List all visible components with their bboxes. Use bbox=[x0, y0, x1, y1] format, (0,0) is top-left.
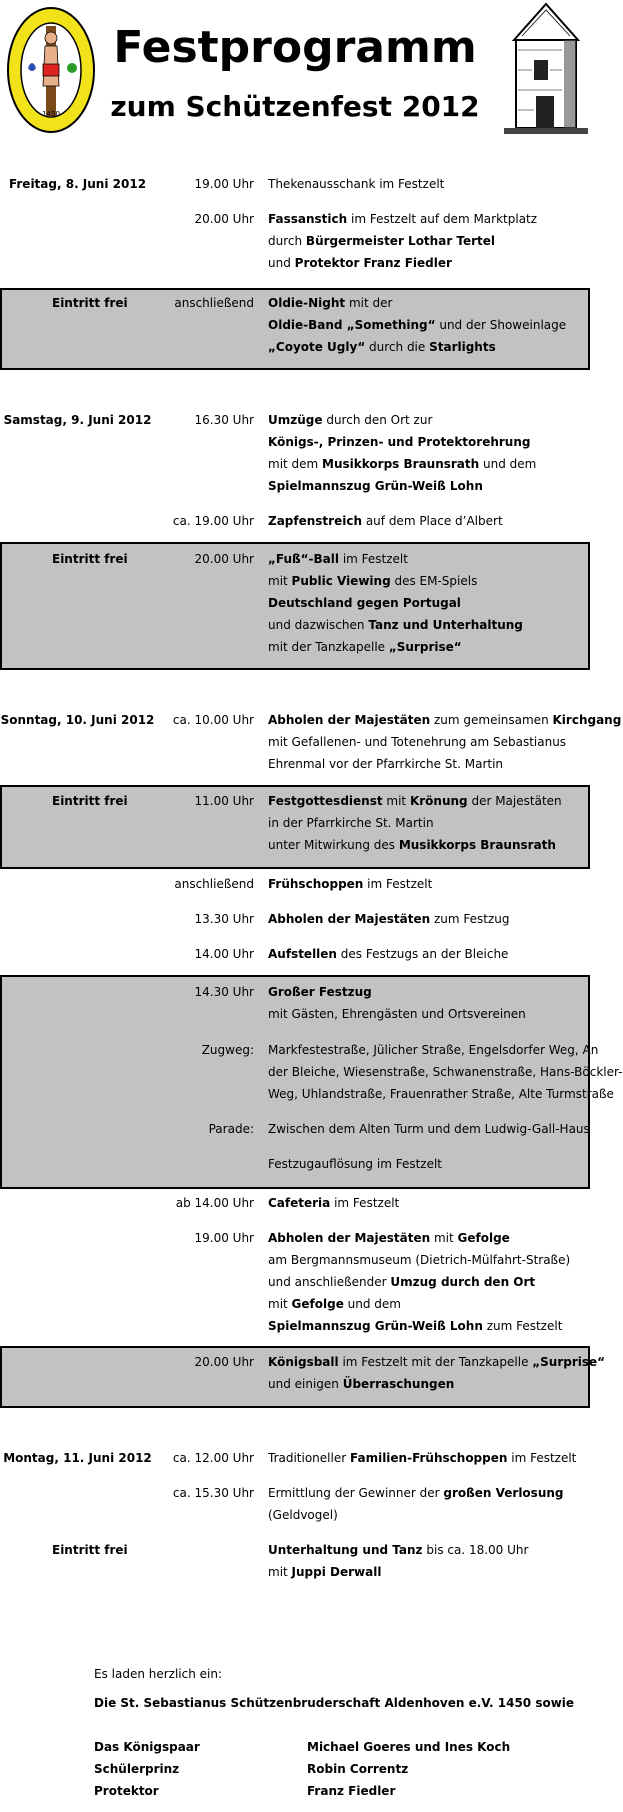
schedule-row bbox=[0, 982, 590, 1002]
schedule-row bbox=[0, 1505, 590, 1525]
schedule-row bbox=[0, 549, 590, 569]
time-label: anschließend bbox=[174, 296, 254, 310]
schedule-row bbox=[0, 571, 590, 591]
schedule-row bbox=[0, 710, 622, 730]
time-label: ab 14.00 Uhr bbox=[175, 1196, 254, 1210]
free-entry-label: Eintritt frei bbox=[52, 794, 128, 808]
tower-illustration bbox=[504, 0, 588, 134]
schedule-row bbox=[0, 1294, 590, 1314]
event-description: Unterhaltung und Tanz bis ca. 18.00 Uhr bbox=[268, 1543, 529, 1557]
role-row bbox=[0, 1759, 590, 1779]
role-label: Das Königspaar bbox=[94, 1740, 200, 1754]
event-description: am Bergmannsmuseum (Dietrich-Mülfahrt-Straße) bbox=[268, 1253, 571, 1267]
time-label: 13.30 Uhr bbox=[194, 912, 254, 926]
event-description: Festgottesdienst mit Krönung der Majestäten bbox=[268, 794, 562, 808]
schedule-row bbox=[0, 1562, 590, 1582]
schedule-row bbox=[0, 1272, 590, 1292]
event-description: „Coyote Ugly“ durch die Starlights bbox=[268, 340, 496, 354]
event-description: Cafeteria im Festzelt bbox=[268, 1196, 400, 1210]
organization-name: Die St. Sebastianus Schützenbruderschaft Aldenhoven e.V. 1450 sowie bbox=[94, 1696, 575, 1710]
event-description: und anschließender Umzug durch den Ort bbox=[268, 1275, 536, 1289]
time-label: 11.00 Uhr bbox=[194, 794, 254, 808]
event-description: Deutschland gegen Portugal bbox=[268, 596, 461, 610]
event-description: Markfestestraße, Jülicher Straße, Engelsdorfer Weg, An bbox=[268, 1043, 599, 1057]
schedule-row bbox=[0, 1374, 590, 1394]
event-description: Abholen der Majestäten zum gemeinsamen Kirchgang bbox=[268, 713, 622, 727]
day-label: Freitag, 8. Juni 2012 bbox=[8, 177, 147, 191]
event-description: Festzugauflösung im Festzelt bbox=[268, 1157, 443, 1171]
schedule-row bbox=[0, 231, 590, 251]
event-description: in der Pfarrkirche St. Martin bbox=[268, 816, 434, 830]
schedule-row bbox=[0, 1483, 590, 1503]
schedule-row bbox=[0, 835, 590, 855]
page-title: Festprogramm bbox=[113, 22, 477, 73]
event-description: Thekenausschank im Festzelt bbox=[268, 177, 445, 191]
schedule-row bbox=[0, 1084, 614, 1104]
free-entry-label: Eintritt frei bbox=[52, 296, 128, 310]
event-description: Oldie-Band „Something“ und der Showeinlage bbox=[268, 318, 567, 332]
day-label: Montag, 11. Juni 2012 bbox=[3, 1451, 152, 1465]
event-description: Frühschoppen im Festzelt bbox=[268, 877, 433, 891]
event-description: Aufstellen des Festzugs an der Bleiche bbox=[268, 947, 509, 961]
free-entry-label: Eintritt frei bbox=[52, 1543, 128, 1557]
schedule-row bbox=[0, 593, 590, 613]
event-description: „Fuß“-Ball im Festzelt bbox=[268, 552, 408, 566]
free-entry-label: Eintritt frei bbox=[52, 552, 128, 566]
time-label: 19.00 Uhr bbox=[194, 177, 254, 191]
event-description: Königs-, Prinzen- und Protektorehrung bbox=[268, 435, 531, 449]
role-label: Protektor bbox=[94, 1784, 159, 1798]
event-description: mit Gästen, Ehrengästen und Ortsvereinen bbox=[268, 1007, 526, 1021]
event-description: und dazwischen Tanz und Unterhaltung bbox=[268, 618, 523, 632]
day-label: Samstag, 9. Juni 2012 bbox=[3, 413, 152, 427]
event-description: Zwischen dem Alten Turm und dem Ludwig-Gall-Haus bbox=[268, 1122, 590, 1136]
organization-line bbox=[0, 1693, 590, 1713]
schedule-row bbox=[0, 293, 590, 313]
schedule-row bbox=[0, 909, 590, 929]
schedule-row bbox=[0, 476, 590, 496]
event-description: Spielmannszug Grün-Weiß Lohn zum Festzelt bbox=[268, 1319, 563, 1333]
event-description: Ehrenmal vor der Pfarrkirche St. Martin bbox=[268, 757, 504, 771]
schedule-row bbox=[0, 732, 590, 752]
event-description: und einigen Überraschungen bbox=[268, 1377, 455, 1391]
role-label: Schülerprinz bbox=[94, 1762, 180, 1776]
event-description: mit dem Musikkorps Braunsrath und dem bbox=[268, 457, 537, 471]
svg-text:1450: 1450 bbox=[42, 110, 60, 118]
page-subtitle: zum Schützenfest 2012 bbox=[110, 90, 480, 123]
event-description: Großer Festzug bbox=[268, 985, 372, 999]
schedule-row bbox=[0, 1228, 590, 1248]
event-description: Ermittlung der Gewinner der großen Verlosung bbox=[268, 1486, 564, 1500]
schedule-row bbox=[0, 209, 590, 229]
schedule-row bbox=[0, 754, 590, 774]
schedule-row bbox=[0, 813, 590, 833]
time-label: ca. 12.00 Uhr bbox=[172, 1451, 254, 1465]
schedule-row bbox=[0, 410, 590, 430]
event-description: Spielmannszug Grün-Weiß Lohn bbox=[268, 479, 483, 493]
schedule-row bbox=[0, 1040, 599, 1060]
event-description: Weg, Uhlandstraße, Frauenrather Straße, Alte Turmstraße bbox=[268, 1087, 614, 1101]
event-description: mit Juppi Derwall bbox=[268, 1565, 382, 1579]
schedule-row bbox=[0, 944, 590, 964]
event-description: der Bleiche, Wiesenstraße, Schwanenstraße, Hans-Böckler- bbox=[268, 1065, 623, 1079]
time-label: 16.30 Uhr bbox=[194, 413, 254, 427]
event-description: Umzüge durch den Ort zur bbox=[268, 413, 433, 427]
event-description: Traditioneller Familien-Frühschoppen im Festzelt bbox=[268, 1451, 577, 1465]
event-description: Oldie-Night mit der bbox=[268, 296, 393, 310]
role-name: Michael Goeres und Ines Koch bbox=[307, 1740, 511, 1754]
schedule-row bbox=[0, 1540, 590, 1560]
schedule-row bbox=[0, 1119, 590, 1139]
time-label: 14.30 Uhr bbox=[194, 985, 254, 999]
time-label: anschließend bbox=[174, 877, 254, 891]
schedule-row bbox=[0, 1004, 590, 1024]
role-row bbox=[0, 1737, 590, 1757]
schedule-row bbox=[0, 1352, 606, 1372]
schedule-row bbox=[0, 454, 590, 474]
schedule-row bbox=[0, 253, 590, 273]
time-label: ca. 19.00 Uhr bbox=[172, 514, 254, 528]
invitation-text: Es laden herzlich ein: bbox=[94, 1667, 223, 1681]
event-description: Fassanstich im Festzelt auf dem Marktplatz bbox=[268, 212, 538, 226]
time-label: 20.00 Uhr bbox=[194, 212, 254, 226]
schedule-row bbox=[0, 432, 590, 452]
event-description: mit Gefolge und dem bbox=[268, 1297, 401, 1311]
schedule-row bbox=[0, 1193, 590, 1213]
event-description: mit der Tanzkapelle „Surprise“ bbox=[268, 640, 462, 654]
time-label: Parade: bbox=[208, 1122, 254, 1136]
time-label: 14.00 Uhr bbox=[194, 947, 254, 961]
schedule-row bbox=[0, 1250, 590, 1270]
time-label: Zugweg: bbox=[201, 1043, 254, 1057]
schedule-row bbox=[0, 791, 590, 811]
event-description: mit Public Viewing des EM-Spiels bbox=[268, 574, 478, 588]
schedule-row bbox=[0, 1316, 590, 1336]
event-description: durch Bürgermeister Lothar Tertel bbox=[268, 234, 496, 248]
event-description: Abholen der Majestäten mit Gefolge bbox=[268, 1231, 510, 1245]
event-description: unter Mitwirkung des Musikkorps Braunsrath bbox=[268, 838, 556, 852]
event-description: Zapfenstreich auf dem Place d’Albert bbox=[268, 514, 503, 528]
event-description: Abholen der Majestäten zum Festzug bbox=[268, 912, 510, 926]
time-label: ca. 10.00 Uhr bbox=[172, 713, 254, 727]
schedule-row bbox=[0, 615, 590, 635]
schedule-row bbox=[0, 337, 590, 357]
schedule-row bbox=[0, 174, 590, 194]
role-name: Franz Fiedler bbox=[307, 1784, 396, 1798]
role-row bbox=[0, 1781, 590, 1801]
event-description: Königsball im Festzelt mit der Tanzkapelle „Surprise“ bbox=[268, 1355, 606, 1369]
role-name: Robin Correntz bbox=[307, 1762, 409, 1776]
schedule-row bbox=[0, 1154, 590, 1174]
event-description: (Geldvogel) bbox=[268, 1508, 338, 1522]
time-label: 19.00 Uhr bbox=[194, 1231, 254, 1245]
event-description: mit Gefallenen- und Totenehrung am Sebastianus bbox=[268, 735, 567, 749]
time-label: 20.00 Uhr bbox=[194, 1355, 254, 1369]
event-description: und Protektor Franz Fiedler bbox=[268, 256, 452, 270]
schedule-row bbox=[0, 874, 590, 894]
time-label: 20.00 Uhr bbox=[194, 552, 254, 566]
day-label: Sonntag, 10. Juni 2012 bbox=[0, 713, 155, 727]
schedule-row bbox=[0, 1062, 623, 1082]
schedule-row bbox=[0, 315, 590, 335]
schedule-row bbox=[0, 1448, 590, 1468]
schedule-row bbox=[0, 637, 590, 657]
invitation-line bbox=[0, 1664, 590, 1684]
time-label: ca. 15.30 Uhr bbox=[172, 1486, 254, 1500]
schedule-row bbox=[0, 511, 590, 531]
